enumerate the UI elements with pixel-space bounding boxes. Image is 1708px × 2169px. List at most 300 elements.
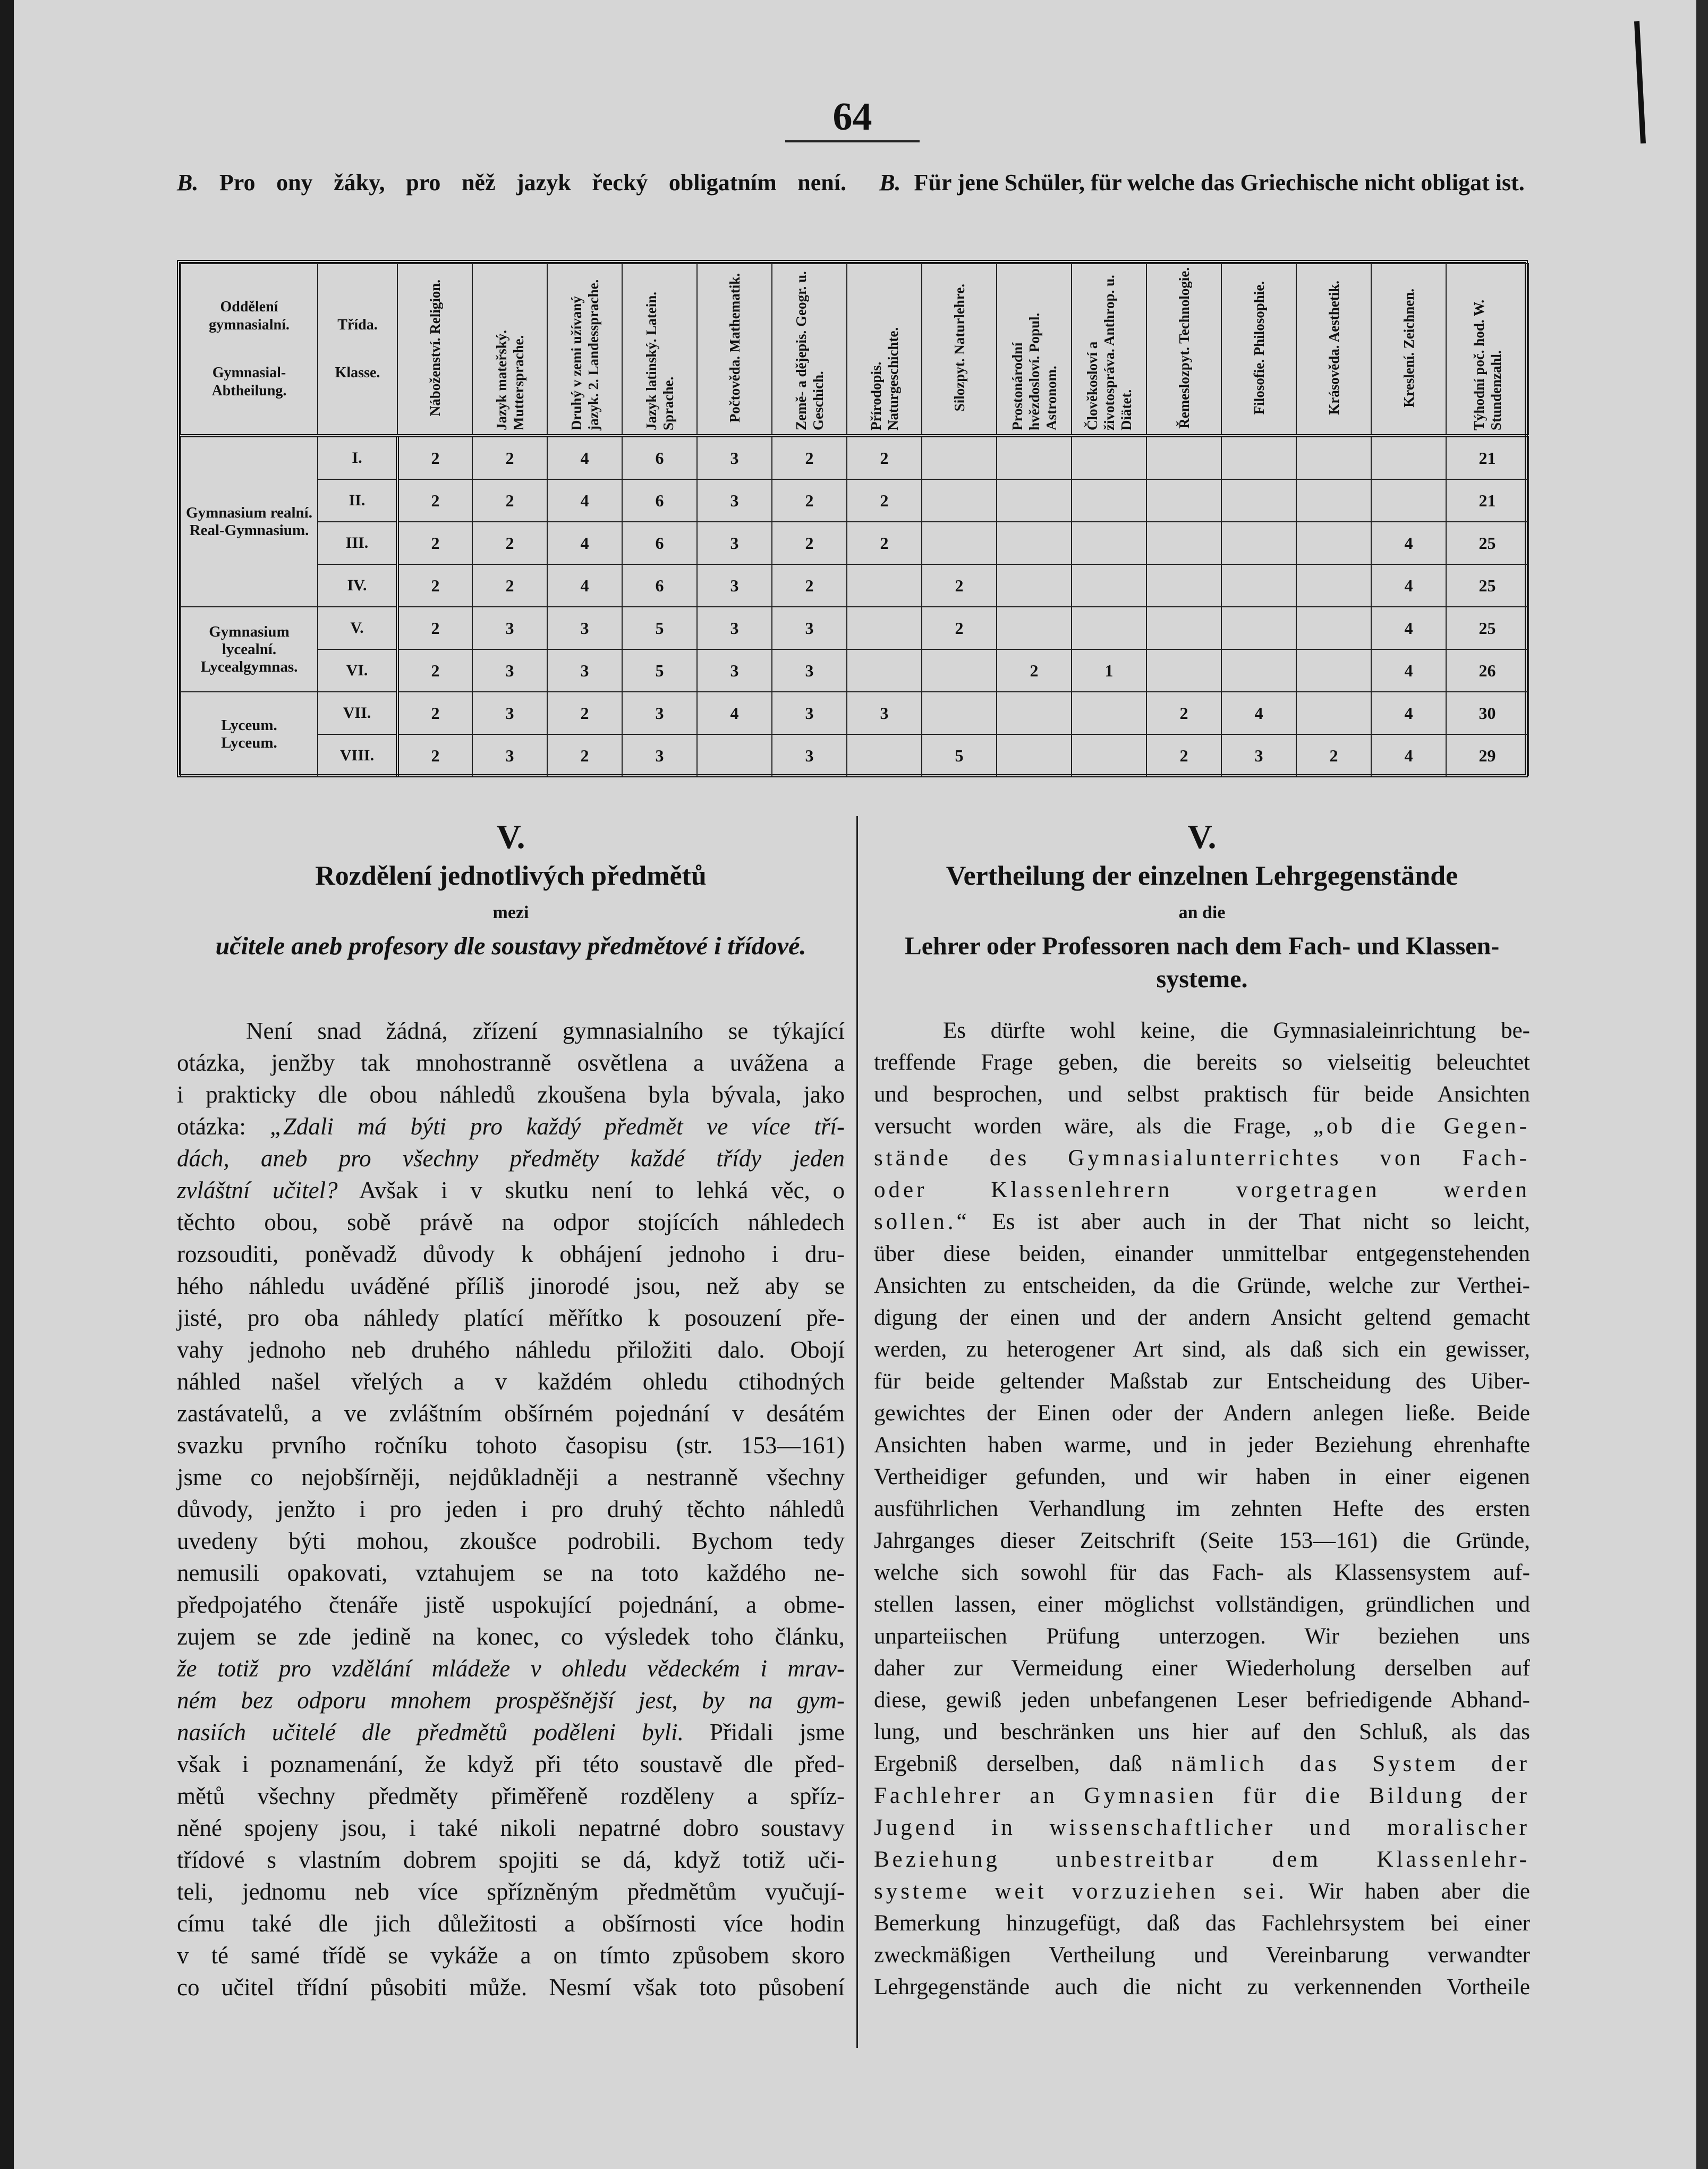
hours-cell: 5 xyxy=(622,607,697,649)
hours-cell: 2 xyxy=(397,564,472,607)
text-line xyxy=(177,1047,845,1079)
text-line xyxy=(177,1429,845,1461)
hours-cell xyxy=(1221,436,1296,479)
header-subject xyxy=(1221,264,1296,436)
hours-cell xyxy=(1146,436,1221,479)
hours-cell: 4 xyxy=(547,436,622,479)
text-segment: treffende Frage geben, die bereits so vielseitig beleuchtet xyxy=(874,1050,1530,1075)
hours-cell: 4 xyxy=(1371,522,1446,564)
text-line xyxy=(177,1302,845,1334)
total-hours-cell: 25 xyxy=(1446,564,1528,607)
emphasis-text: nasiích učitelé dle předmětů poděleni byli. xyxy=(177,1719,684,1746)
hours-cell: 2 xyxy=(472,436,547,479)
emphasis-text: „Zdali má býti pro každý předmět ve více tří- xyxy=(269,1113,845,1140)
spaced-emphasis-text: oder Klassenlehrern vorgetragen werden xyxy=(874,1177,1530,1202)
hours-cell: 2 xyxy=(847,522,922,564)
hours-cell: 2 xyxy=(547,692,622,734)
hours-cell: 6 xyxy=(622,436,697,479)
header-subject-label: Kreslení. Zeichnen. xyxy=(1400,288,1417,408)
scan-edge-left xyxy=(0,0,14,2169)
division-cz: Lyceum. xyxy=(221,716,277,734)
text-line xyxy=(874,1461,1530,1493)
hours-cell: 2 xyxy=(847,436,922,479)
text-segment: však i poznamenání, že když při této soustavě dle před- xyxy=(177,1751,845,1777)
text-segment: címu také dle jich důležitosti a obšírnosti více hodin xyxy=(177,1910,845,1937)
text-segment: Es dürfte wohl keine, die Gymnasialeinrichtung be- xyxy=(943,1018,1530,1043)
text-segment: lung, und beschränken uns hier auf den Schluß, als das xyxy=(874,1719,1530,1744)
header-subject-label: Týhodní poč. hod. W. Stundenzahl. xyxy=(1471,299,1504,430)
hours-cell xyxy=(997,734,1072,776)
text-line xyxy=(177,1079,845,1111)
spaced-emphasis-text: nämlich das System der xyxy=(1171,1751,1530,1776)
hours-table xyxy=(177,260,1528,777)
header-subject-label: Jazyk latinský. Latein. Sprache. xyxy=(643,291,676,430)
text-line xyxy=(874,1493,1530,1525)
hours-cell xyxy=(1296,649,1371,692)
hours-cell xyxy=(922,436,997,479)
header-subject-label: Počtověda. Mathematik. xyxy=(726,273,743,423)
text-line xyxy=(177,1174,845,1206)
hours-cell: 3 xyxy=(472,734,547,776)
text-segment: důvody, jenžto i pro jeden i pro druhý těchto náhledů xyxy=(177,1496,845,1522)
hours-cell xyxy=(1072,607,1146,649)
text-segment: mětů všechny předměty přiměřeně rozděleny a spříz- xyxy=(177,1783,845,1809)
text-line xyxy=(874,1111,1530,1142)
division-de: Lyceum. xyxy=(221,734,277,751)
hours-cell: 2 xyxy=(772,436,847,479)
header-subject-label: Náboženství. Religion. xyxy=(427,279,443,417)
text-line xyxy=(177,1653,845,1684)
hours-cell: 2 xyxy=(922,607,997,649)
text-segment: uvedeny býti mohou, zkoušce podrobili. Bychom tedy xyxy=(177,1528,845,1554)
text-segment: otázka: xyxy=(177,1113,270,1140)
hours-cell xyxy=(1146,564,1221,607)
table-row xyxy=(181,522,1528,564)
text-line xyxy=(177,1493,845,1525)
text-segment: jsme co nejobšírněji, nejdůkladněji a nestranně všechny xyxy=(177,1464,845,1490)
text-line xyxy=(177,1589,845,1621)
hours-cell: 6 xyxy=(622,522,697,564)
header-subject-label: Silozpyt. Naturlehre. xyxy=(951,284,967,412)
text-line xyxy=(874,1621,1530,1653)
text-segment: Lehrgegenstände auch die nicht zu verkennenden Vortheile xyxy=(874,1975,1530,1999)
section-number: V. xyxy=(1187,818,1217,855)
text-segment: werden, zu heterogener Art sind, als daß sich ein gewisser, xyxy=(874,1337,1530,1362)
hours-cell: 3 xyxy=(697,479,772,522)
table-row xyxy=(181,649,1528,692)
text-segment: co učitel třídní působiti může. Nesmí však toto působení xyxy=(177,1974,845,2001)
spaced-emphasis-text: „ob die Gegen- xyxy=(1313,1114,1530,1139)
hours-cell xyxy=(1221,607,1296,649)
text-segment: und besprochen, und selbst praktisch für beide Ansichten xyxy=(874,1082,1530,1107)
hours-cell: 3 xyxy=(772,607,847,649)
section-subtitle: Lehrer oder Professoren nach dem Fach- und Klassen-systeme. xyxy=(904,932,1500,993)
hours-cell xyxy=(1072,734,1146,776)
header-subject-label: Druhý v zemi užívaný jazyk. 2. Landessprache. xyxy=(568,279,601,430)
spaced-emphasis-text: Beziehung unbestreitbar dem Klassenlehr- xyxy=(874,1847,1530,1872)
header-division-cz: Oddělení gymnasialní. xyxy=(209,299,290,333)
text-line xyxy=(874,1557,1530,1589)
hours-cell: 3 xyxy=(697,649,772,692)
header-subject-label: Řemeslozpyt. Technologie. xyxy=(1176,267,1192,429)
hours-cell: 2 xyxy=(397,436,472,479)
division-cell xyxy=(181,607,318,692)
text-segment: digung der einen und der andern Ansicht geltend gemacht xyxy=(874,1305,1530,1330)
emphasis-text: ném bez odporu mnohem prospěšnější jest, by na gym- xyxy=(177,1687,845,1714)
header-subject xyxy=(397,264,472,436)
text-segment: welche sich sowohl für das Fach- als Klassensystem auf- xyxy=(874,1560,1530,1585)
text-segment: něné spojeny jsou, i také nikoli nepatrné dobro soustavy xyxy=(177,1815,845,1841)
header-subject-label: Prostonárodní hvězdosloví. Popul. Astronom. xyxy=(1009,312,1059,430)
text-line xyxy=(177,1270,845,1302)
spaced-emphasis-text: sollen.“ xyxy=(874,1209,970,1234)
table-row xyxy=(181,479,1528,522)
text-segment: nemusili opakovati, vztahujem se na toto každého ne- xyxy=(177,1560,845,1586)
header-subject-label: Jazyk mateřský. Muttersprache. xyxy=(493,329,526,430)
hours-cell: 5 xyxy=(622,649,697,692)
table-body xyxy=(181,436,1528,776)
hours-cell: 1 xyxy=(1072,649,1146,692)
hours-cell: 2 xyxy=(397,649,472,692)
header-class xyxy=(318,264,397,436)
hours-cell: 3 xyxy=(697,564,772,607)
text-line xyxy=(177,1111,845,1142)
hours-cell: 2 xyxy=(472,564,547,607)
hours-cell: 3 xyxy=(847,692,922,734)
hours-cell: 6 xyxy=(622,479,697,522)
class-cell: V. xyxy=(318,607,397,649)
section-title: Rozdělení jednotlivých předmětů xyxy=(315,861,707,891)
scan-mark xyxy=(1634,21,1646,143)
hours-cell: 2 xyxy=(1146,734,1221,776)
text-line xyxy=(874,1525,1530,1557)
header-subject xyxy=(1146,264,1221,436)
text-line xyxy=(874,1812,1530,1844)
text-segment: Ergebniß derselben, daß xyxy=(874,1751,1172,1776)
text-segment: i prakticky dle obou náhledů zkoušena byla bývala, jako xyxy=(177,1081,845,1108)
hours-cell: 2 xyxy=(472,522,547,564)
header-subject xyxy=(472,264,547,436)
text-line xyxy=(874,1302,1530,1334)
text-segment: v té samé třídě se vykáže a on tímto způsobem skoro xyxy=(177,1942,845,1969)
text-segment: rozsouditi, poněvadž důvody k obhájení jednoho i dru- xyxy=(177,1241,845,1267)
table-row xyxy=(181,607,1528,649)
text-line xyxy=(177,1366,845,1397)
hours-cell: 2 xyxy=(472,479,547,522)
table-header-row xyxy=(181,264,1528,436)
hours-cell: 2 xyxy=(1296,734,1371,776)
heading-left-text: Pro ony žáky, pro něž jazyk řecký obligatním není. xyxy=(219,170,846,196)
header-division-de: Gymnasial-Abtheilung. xyxy=(211,365,287,399)
body-text xyxy=(874,1015,1530,2003)
text-line xyxy=(177,1971,845,2003)
hours-cell xyxy=(1296,607,1371,649)
text-line xyxy=(874,1397,1530,1429)
page-number-rule xyxy=(785,140,920,142)
text-segment: daher zur Vermeidung einer Wiederholung derselben auf xyxy=(874,1656,1530,1681)
spaced-emphasis-text: systeme weit vorzuziehen sei. xyxy=(874,1879,1287,1904)
text-line xyxy=(177,1334,845,1366)
hours-cell xyxy=(847,734,922,776)
text-segment: diese, gewiß jeden unbefangenen Leser befriedigende Abhand- xyxy=(874,1688,1530,1713)
text-line xyxy=(874,1174,1530,1206)
hours-cell: 3 xyxy=(1221,734,1296,776)
total-hours-cell: 30 xyxy=(1446,692,1528,734)
text-line xyxy=(177,1238,845,1270)
division-de: Lycealgymnas. xyxy=(200,658,298,675)
header-division xyxy=(181,264,318,436)
hours-cell: 2 xyxy=(397,692,472,734)
heading-right-mark: B. xyxy=(879,170,901,196)
text-line xyxy=(177,1812,845,1844)
hours-cell: 3 xyxy=(622,692,697,734)
hours-cell: 4 xyxy=(1371,692,1446,734)
text-segment: Es ist aber auch in der That nicht so leicht, xyxy=(970,1209,1530,1234)
text-segment: náhled našel vřelých a v každém ohledu ctihodných xyxy=(177,1368,845,1395)
text-segment: vahy jednoho neb druhého náhledu přiložiti dalo. Obojí xyxy=(177,1336,845,1363)
hours-cell: 2 xyxy=(772,564,847,607)
text-line xyxy=(177,1684,845,1716)
division-cz: Gymnasium realní. xyxy=(186,504,312,521)
hours-cell xyxy=(1146,479,1221,522)
hours-cell: 2 xyxy=(397,522,472,564)
text-segment: Bemerkung hinzugefügt, daß das Fachlehrsystem bei einer xyxy=(874,1911,1530,1936)
total-hours-cell: 25 xyxy=(1446,522,1528,564)
text-line xyxy=(874,1047,1530,1079)
total-hours-cell: 26 xyxy=(1446,649,1528,692)
class-cell: VII. xyxy=(318,692,397,734)
hours-cell xyxy=(922,522,997,564)
text-line xyxy=(177,1908,845,1939)
total-hours-cell: 21 xyxy=(1446,436,1528,479)
emphasis-text: zvláštní učitel? xyxy=(177,1177,338,1204)
class-cell: III. xyxy=(318,522,397,564)
text-line xyxy=(177,1939,845,1971)
text-segment: teli, jednomu neb více spřízněným předmětům vyučují- xyxy=(177,1878,845,1905)
table-row xyxy=(181,734,1528,776)
hours-cell: 2 xyxy=(547,734,622,776)
text-line xyxy=(874,1908,1530,1939)
table-row xyxy=(181,692,1528,734)
hours-cell: 2 xyxy=(997,649,1072,692)
body-text xyxy=(177,1015,845,2003)
text-line xyxy=(177,1780,845,1812)
hours-cell xyxy=(1221,522,1296,564)
text-line xyxy=(874,1780,1530,1812)
header-subject xyxy=(1371,264,1446,436)
text-segment: zastávatelů, a ve zvláštním obšírném pojednání v desátém xyxy=(177,1400,845,1427)
hours-cell xyxy=(1296,564,1371,607)
hours-cell: 3 xyxy=(472,649,547,692)
section-connector: an die xyxy=(1178,903,1226,922)
hours-cell xyxy=(1146,649,1221,692)
header-subject xyxy=(1446,264,1528,436)
hours-cell: 3 xyxy=(547,649,622,692)
hours-cell xyxy=(997,607,1072,649)
hours-cell xyxy=(922,692,997,734)
header-subject xyxy=(547,264,622,436)
text-line xyxy=(874,1684,1530,1716)
hours-cell xyxy=(1146,522,1221,564)
text-segment: svazku prvního ročníku tohoto časopisu (str. 153—161) xyxy=(177,1432,845,1459)
hours-cell xyxy=(1146,607,1221,649)
hours-cell: 3 xyxy=(697,436,772,479)
text-segment: versucht worden wäre, als die Frage, xyxy=(874,1114,1313,1139)
hours-cell: 2 xyxy=(397,479,472,522)
header-subject-label: Člověkosloví a životospráva. Anthrop. u. Diätet. xyxy=(1084,274,1134,430)
text-line xyxy=(177,1621,845,1653)
section-title: Vertheilung der einzelnen Lehrgegenstände xyxy=(946,861,1458,891)
hours-cell xyxy=(1296,522,1371,564)
text-line xyxy=(874,1238,1530,1270)
hours-cell xyxy=(1072,692,1146,734)
hours-cell: 3 xyxy=(697,522,772,564)
text-segment: Wir haben aber die xyxy=(1287,1879,1530,1904)
text-segment: unparteiischen Prüfung unterzogen. Wir beziehen uns xyxy=(874,1624,1530,1649)
hours-cell: 4 xyxy=(547,564,622,607)
text-segment: Není snad žádná, zřízení gymnasialního se týkající xyxy=(246,1018,845,1044)
hours-cell: 2 xyxy=(772,522,847,564)
hours-cell xyxy=(1371,436,1446,479)
hours-cell xyxy=(1296,479,1371,522)
text-line xyxy=(177,1748,845,1780)
header-class-de: Klasse. xyxy=(335,365,380,381)
header-subject-label: Země- a dějepis. Geogr. u. Geschich. xyxy=(793,270,826,430)
spaced-emphasis-text: stände des Gymnasialunterrichtes von Fach- xyxy=(874,1146,1530,1171)
text-line xyxy=(874,1206,1530,1238)
hours-cell: 4 xyxy=(547,479,622,522)
class-cell: VIII. xyxy=(318,734,397,776)
text-line xyxy=(874,1653,1530,1684)
hours-cell xyxy=(847,649,922,692)
emphasis-text: že totiž pro vzdělání mládeže v ohledu vědeckém i mrav- xyxy=(177,1655,845,1682)
header-subject xyxy=(997,264,1072,436)
class-cell: I. xyxy=(318,436,397,479)
hours-cell xyxy=(1296,436,1371,479)
hours-cell: 3 xyxy=(472,607,547,649)
hours-cell xyxy=(697,734,772,776)
hours-cell xyxy=(1221,479,1296,522)
text-line xyxy=(177,1716,845,1748)
text-segment: jisté, pro oba náhledy platící měřítko k posouzení pře- xyxy=(177,1304,845,1331)
hours-cell: 4 xyxy=(1371,564,1446,607)
text-line xyxy=(874,1748,1530,1780)
hours-cell xyxy=(847,607,922,649)
spaced-emphasis-text: Fachlehrer an Gymnasien für die Bildung der xyxy=(874,1783,1530,1808)
table-row xyxy=(181,436,1528,479)
hours-cell: 3 xyxy=(772,692,847,734)
text-segment: Ansichten zu entscheiden, da die Gründe, welche zur Verthei- xyxy=(874,1273,1530,1298)
header-subject-label: Filosofie. Philosophie. xyxy=(1251,281,1267,415)
text-segment: hého náhledu uváděné příliš jinorodé jsou, než aby se xyxy=(177,1273,845,1299)
text-segment: für beide geltender Maßstab zur Entscheidung des Uiber- xyxy=(874,1369,1530,1394)
hours-cell xyxy=(997,479,1072,522)
class-cell: II. xyxy=(318,479,397,522)
hours-cell: 3 xyxy=(697,607,772,649)
text-line xyxy=(177,1142,845,1174)
text-segment: Jahrganges dieser Zeitschrift (Seite 153—161) die Gründe, xyxy=(874,1528,1530,1553)
text-line xyxy=(177,1015,845,1047)
heading-right-text: Für jene Schüler, für welche das Griechische nicht obligat ist. xyxy=(914,170,1525,196)
header-subject xyxy=(1072,264,1146,436)
hours-cell: 6 xyxy=(622,564,697,607)
hours-cell: 2 xyxy=(772,479,847,522)
text-segment: Přidali jsme xyxy=(683,1719,845,1746)
column-divider xyxy=(856,816,858,2048)
text-line xyxy=(874,1334,1530,1366)
text-segment: otázka, jenžby tak mnohostranně osvětlena a uvážena a xyxy=(177,1049,845,1076)
hours-cell: 2 xyxy=(847,479,922,522)
hours-cell: 4 xyxy=(547,522,622,564)
text-line xyxy=(874,1589,1530,1621)
total-hours-cell: 25 xyxy=(1446,607,1528,649)
text-line xyxy=(874,1716,1530,1748)
heading-left xyxy=(177,166,846,200)
heading-right xyxy=(874,166,1530,200)
hours-cell: 3 xyxy=(622,734,697,776)
total-hours-cell: 29 xyxy=(1446,734,1528,776)
section-subtitle: učitele aneb profesory dle soustavy předmětové i třídové. xyxy=(215,932,806,960)
header-subject xyxy=(1296,264,1371,436)
text-line xyxy=(177,1461,845,1493)
hours-cell: 2 xyxy=(397,607,472,649)
hours-cell xyxy=(1072,479,1146,522)
hours-cell xyxy=(997,564,1072,607)
text-line xyxy=(177,1206,845,1238)
hours-cell xyxy=(1072,436,1146,479)
hours-cell xyxy=(922,649,997,692)
hours-cell: 4 xyxy=(1221,692,1296,734)
hours-cell: 4 xyxy=(1371,607,1446,649)
hours-cell xyxy=(922,479,997,522)
division-de: Real-Gymnasium. xyxy=(189,522,309,539)
hours-cell: 5 xyxy=(922,734,997,776)
header-subject xyxy=(922,264,997,436)
text-segment: über diese beiden, einander unmittelbar entgegenstehenden xyxy=(874,1241,1530,1266)
header-subject xyxy=(772,264,847,436)
text-line xyxy=(874,1142,1530,1174)
class-cell: VI. xyxy=(318,649,397,692)
text-segment: Ansichten haben warme, und in jeder Beziehung ehrenhafte xyxy=(874,1433,1530,1458)
spaced-emphasis-text: Jugend in wissenschaftlicher und moralischer xyxy=(874,1815,1530,1840)
text-line xyxy=(874,1971,1530,2003)
text-line xyxy=(874,1270,1530,1302)
hours-cell: 2 xyxy=(397,734,472,776)
text-segment: stellen lassen, einer möglichst vollständigen, gründlichen und xyxy=(874,1592,1530,1617)
hours-cell: 2 xyxy=(1146,692,1221,734)
hours-cell xyxy=(1221,564,1296,607)
text-line xyxy=(874,1429,1530,1461)
hours-cell: 4 xyxy=(1371,734,1446,776)
hours-cell: 3 xyxy=(772,734,847,776)
hours-cell: 4 xyxy=(697,692,772,734)
text-line xyxy=(874,1015,1530,1047)
division-cell xyxy=(181,436,318,607)
hours-cell xyxy=(1072,522,1146,564)
text-segment: gewichtes der Einen oder der Andern anlegen ließe. Beide xyxy=(874,1401,1530,1426)
hours-cell: 4 xyxy=(1371,649,1446,692)
hours-cell: 3 xyxy=(472,692,547,734)
header-subject xyxy=(697,264,772,436)
hours-cell xyxy=(1296,692,1371,734)
header-subject-label: Přírodopis. Naturgeschichte. xyxy=(868,327,901,430)
text-line xyxy=(177,1876,845,1908)
text-line xyxy=(874,1366,1530,1397)
header-subject xyxy=(847,264,922,436)
hours-cell xyxy=(1221,649,1296,692)
text-line xyxy=(874,1939,1530,1971)
text-segment: těchto obou, sobě právě na odpor stojících náhledech xyxy=(177,1209,845,1235)
